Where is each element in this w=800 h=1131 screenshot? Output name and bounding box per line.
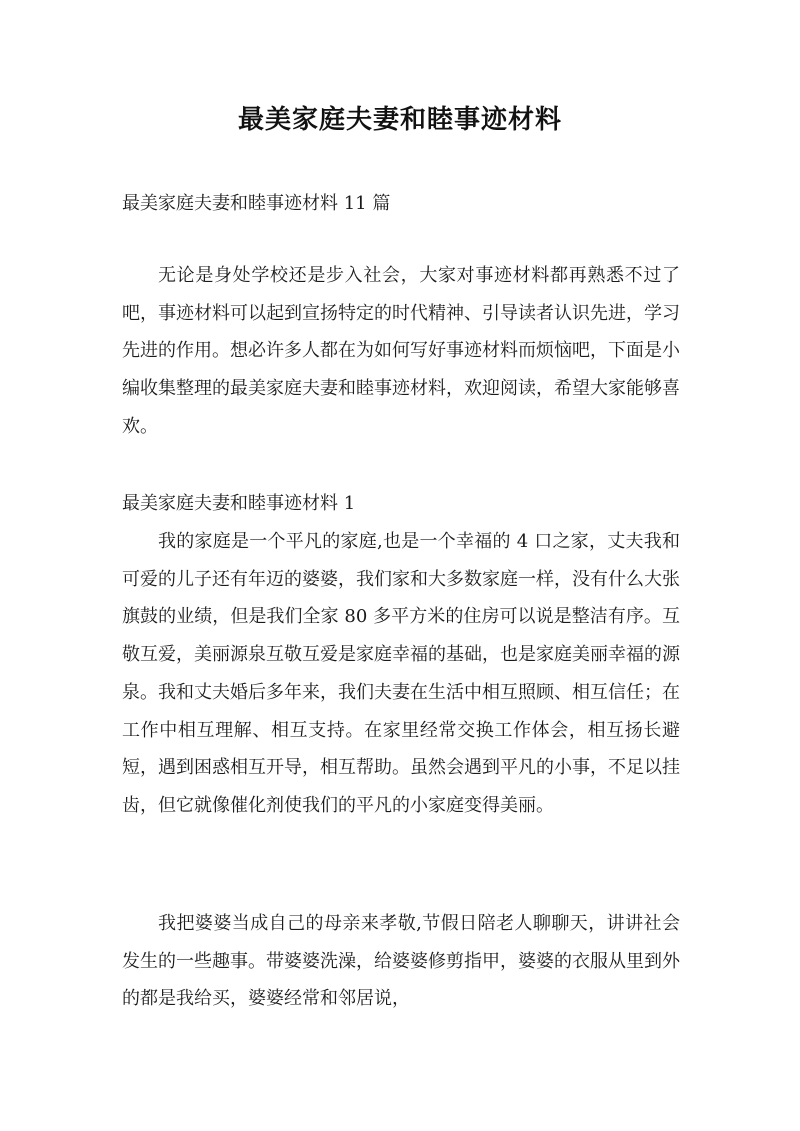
- document-title: 最美家庭夫妻和睦事迹材料: [237, 105, 562, 135]
- body-paragraph-1: 我的家庭是一个平凡的家庭,也是一个幸福的 4 口之家，丈夫我和可爱的儿子还有年迈的婆婆，我们家和大多数家庭一样，没有什么大张旗鼓的业绩，但是我们全家 80 多平方米的住房可以说是整洁有序。互敬互爱，美丽源泉互敬互爱是家庭幸福的基础，也是家庭美丽幸福的源泉。我和丈夫婚后多年来，我们夫妻在生活中相互照顾、相互信任；在工作中相互理解、相互支持。在家里经常交换工作体会，相互扬长避短，遇到困惑相互开导，相互帮助。虽然会遇到平凡的小事，不足以挂齿，但它就像催化剂使我们的平凡的小家庭变得美丽。: [122, 531, 680, 816]
- section-heading: 最美家庭夫妻和睦事迹材料 1: [122, 493, 356, 514]
- document-subtitle: 最美家庭夫妻和睦事迹材料 11 篇: [122, 193, 391, 214]
- intro-paragraph: 无论是身处学校还是步入社会，大家对事迹材料都再熟悉不过了吧，事迹材料可以起到宣扬特定的时代精神、引导读者认识先进，学习先进的作用。想必许多人都在为如何写好事迹材料而烦恼吧，下面是小编收集整理的最美家庭夫妻和睦事迹材料，欢迎阅读，希望大家能够喜欢。: [122, 265, 680, 437]
- body-paragraph-2: 我把婆婆当成自己的母亲来孝敬,节假日陪老人聊聊天，讲讲社会发生的一些趣事。带婆婆洗澡，给婆婆修剪指甲，婆婆的衣服从里到外的都是我给买，婆婆经常和邻居说，: [122, 913, 680, 1010]
